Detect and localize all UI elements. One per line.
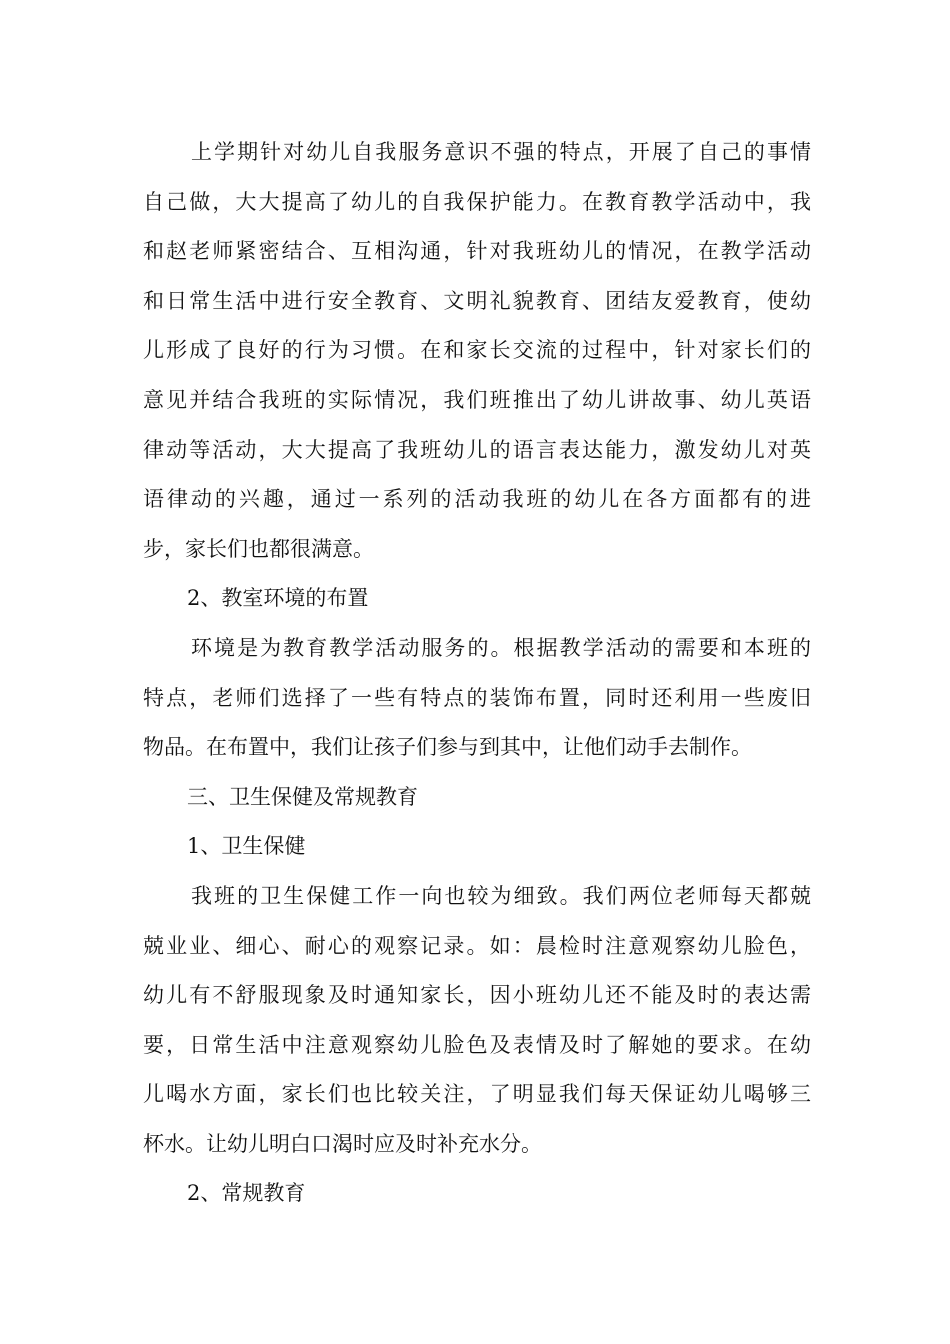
paragraph-line: 儿喝水方面，家长们也比较关注，了明显我们每天保证幼儿喝够三 xyxy=(143,1082,811,1107)
paragraph-line: 律动等活动，大大提高了我班幼儿的语言表达能力，激发幼儿对英 xyxy=(143,437,811,462)
paragraph-line: 兢业业、细心、耐心的观察记录。如：晨检时注意观察幼儿脸色， xyxy=(143,933,811,958)
document-body xyxy=(143,128,811,1219)
paragraph-line: 物品。在布置中，我们让孩子们参与到其中，让他们动手去制作。 xyxy=(143,735,752,760)
paragraph-line: 意见并结合我班的实际情况，我们班推出了幼儿讲故事、幼儿英语 xyxy=(143,387,811,412)
paragraph-line: 要，日常生活中注意观察幼儿脸色及表情及时了解她的要求。在幼 xyxy=(143,1032,811,1057)
paragraph-line: 步，家长们也都很满意。 xyxy=(143,536,374,561)
section-heading: 1、卫生保健 xyxy=(187,834,306,859)
paragraph-line: 儿形成了良好的行为习惯。在和家长交流的过程中，针对家长们的 xyxy=(143,338,811,363)
paragraph-line: 和日常生活中进行安全教育、文明礼貌教育、团结友爱教育，使幼 xyxy=(143,288,811,313)
paragraph-line: 我班的卫生保健工作一向也较为细致。我们两位老师每天都兢 xyxy=(191,883,811,908)
paragraph-line: 环境是为教育教学活动服务的。根据教学活动的需要和本班的 xyxy=(191,635,811,660)
section-heading: 2、教室环境的布置 xyxy=(187,586,369,611)
paragraph-line: 特点，老师们选择了一些有特点的装饰布置，同时还利用一些废旧 xyxy=(143,685,811,710)
paragraph-line: 幼儿有不舒服现象及时通知家长，因小班幼儿还不能及时的表达需 xyxy=(143,983,811,1008)
paragraph-line: 自己做，大大提高了幼儿的自我保护能力。在教育教学活动中，我 xyxy=(143,189,811,214)
paragraph-line: 和赵老师紧密结合、互相沟通，针对我班幼儿的情况，在教学活动 xyxy=(143,239,811,264)
section-heading: 2、常规教育 xyxy=(187,1181,306,1206)
paragraph-line: 杯水。让幼儿明白口渴时应及时补充水分。 xyxy=(143,1131,542,1156)
section-heading: 三、卫生保健及常规教育 xyxy=(187,784,418,809)
paragraph-line: 语律动的兴趣，通过一系列的活动我班的幼儿在各方面都有的进 xyxy=(143,487,811,512)
paragraph-line: 上学期针对幼儿自我服务意识不强的特点，开展了自己的事情 xyxy=(191,140,811,164)
